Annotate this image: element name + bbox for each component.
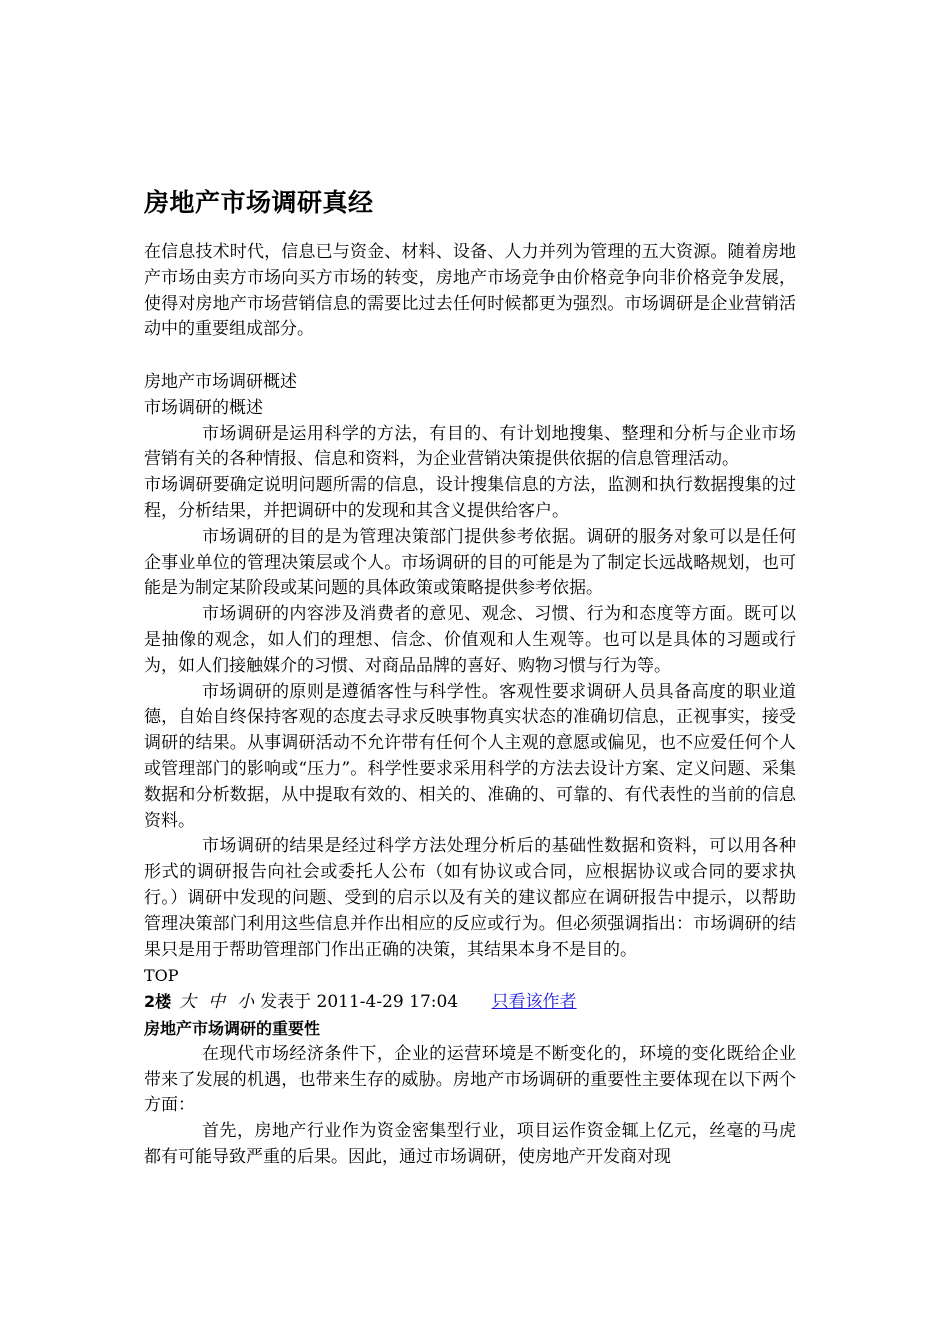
paragraph: 首先，房地产行业作为资金密集型行业，项目运作资金辄上亿元，丝毫的马虎都有可能导致严重的后果。因此，通过市场调研，使房地产开发商对现 bbox=[144, 1121, 796, 1167]
paragraph: 市场调研的原则是遵循客性与科学性。客观性要求调研人员具备高度的职业道德，自始自终保持客观的态度去寻求反映事物真实状态的准确切信息，正视事实，接受调研的结果。从事调研活动不允许带有任何个人主观的意愿或偏见，也不应爱任何个人或管理部门的影响或“压力”。科学性要求采用科学的方法去设计方案、定义问题、采集数据和分析数据，从中提取有效的、相关的、准确的、可靠的、有代表性的当前的信息资料。 bbox=[144, 681, 796, 831]
font-size-small-link[interactable]: 小 bbox=[237, 992, 255, 1013]
paragraph: 市场调研的结果是经过科学方法处理分析后的基础性数据和资料，可以用各种形式的调研报告向社会或委托人公布（如有协议或合同，应根据协议或合同的要求执行。）调研中发现的问题、受到的启示以及有关的建议都应在调研报告中提示，以帮助管理决策部门利用这些信息并作出相应的反应或行为。但必须强调指出：市场调研的结果只是用于帮助管理部门作出正确的决策，其结果本身不是目的。 bbox=[144, 836, 796, 960]
floor-number: 2楼 bbox=[144, 992, 172, 1012]
page-title: 房地产市场调研真经 bbox=[144, 188, 374, 217]
font-size-large-link[interactable]: 大 bbox=[179, 992, 197, 1013]
intro-paragraph: 在信息技术时代，信息已与资金、材料、设备、人力并列为管理的五大资源。随着房地产市场由卖方市场向买方市场的转变，房地产市场竞争由价格竞争向非价格竞争发展，使得对房地产市场营销信息的需要比过去任何时候都更为强烈。市场调研是企业营销活动中的重要组成部分。 bbox=[144, 242, 796, 340]
section-heading: 房地产市场调研概述 bbox=[144, 372, 297, 392]
author-only-link[interactable]: 只看该作者 bbox=[491, 992, 577, 1013]
article-body bbox=[144, 370, 796, 1171]
paragraph: 市场调研是运用科学的方法，有目的、有计划地搜集、整理和分析与企业市场营销有关的各种情报、信息和资料，为企业营销决策提供依据的信息管理活动。 bbox=[144, 423, 796, 470]
sub-heading: 市场调研的概述 bbox=[144, 397, 263, 418]
post-title: 房地产市场调研的重要性 bbox=[144, 1018, 321, 1038]
posted-label: 发表于 bbox=[260, 992, 312, 1013]
paragraph: 市场调研的目的是为管理决策部门提供参考依据。调研的服务对象可以是任何企事业单位的管理决策层或个人。市场调研的目的可能是为了制定长远战略规划，也可能是为制定某阶段或某问题的具体政策或策略提供参考依据。 bbox=[144, 526, 796, 599]
post-datetime: 2011-4-29 17:04 bbox=[316, 992, 459, 1013]
top-link[interactable]: TOP bbox=[144, 966, 179, 986]
post-meta-row bbox=[144, 989, 796, 1016]
paragraph: 在现代市场经济条件下，企业的运营环境是不断变化的，环境的变化既给企业带来了发展的机遇，也带来生存的威胁。房地产市场调研的重要性主要体现在以下两个方面： bbox=[144, 1043, 796, 1116]
paragraph: 市场调研要确定说明问题所需的信息，设计搜集信息的方法，监测和执行数据搜集的过程，分析结果，并把调研中的发现和其含义提供给客户。 bbox=[144, 475, 796, 521]
font-size-medium-link[interactable]: 中 bbox=[208, 992, 226, 1013]
paragraph: 市场调研的内容涉及消费者的意见、观念、习惯、行为和态度等方面。既可以是抽像的观念，如人们的理想、信念、价值观和人生观等。也可以是具体的习题或行为，如人们接触媒介的习惯、对商品品牌的喜好、购物习惯与行为等。 bbox=[144, 604, 796, 676]
